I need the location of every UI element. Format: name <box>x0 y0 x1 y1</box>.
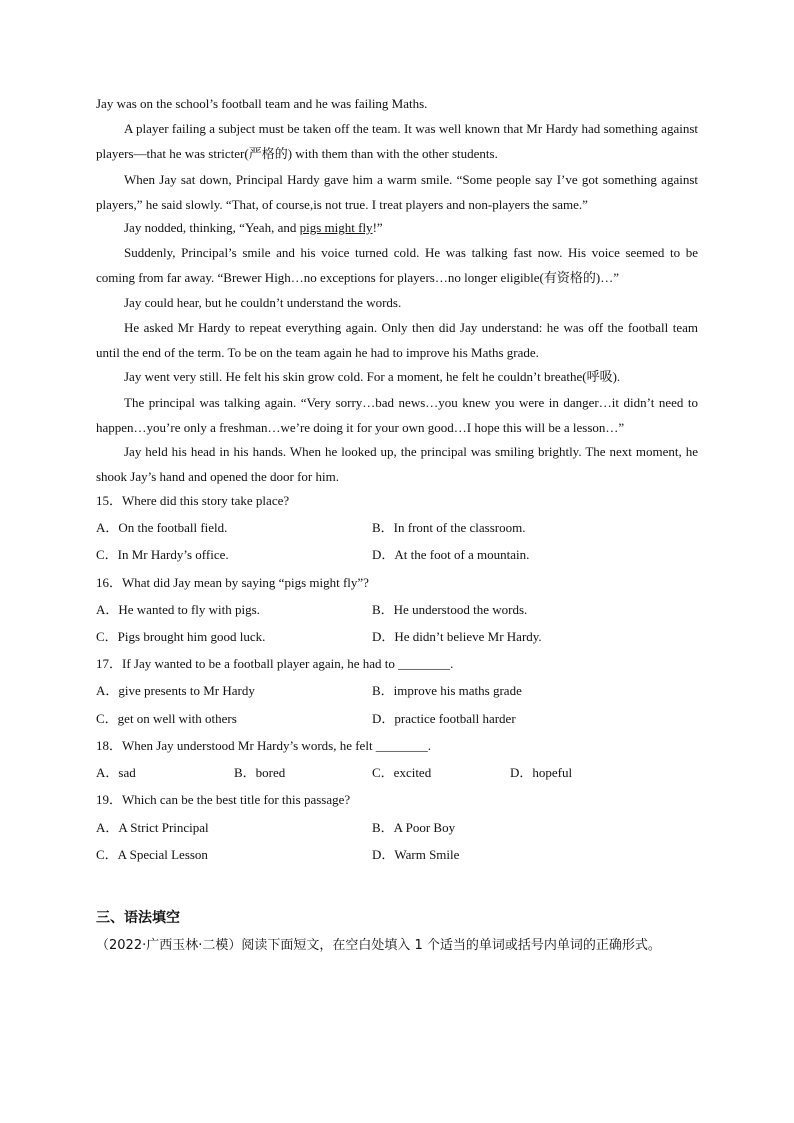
question-16-option-d[interactable]: D．He didn’t believe Mr Hardy. <box>372 629 542 644</box>
passage-paragraph-1: Jay was on the school’s football team and he was failing Maths. <box>96 96 428 111</box>
question-18: 18．When Jay understood Mr Hardy’s words, he felt ________. <box>96 738 432 753</box>
question-16-option-c[interactable]: C．Pigs brought him good luck. <box>96 629 266 644</box>
question-19-option-d[interactable]: D．Warm Smile <box>372 847 460 862</box>
question-17-option-b[interactable]: B．improve his maths grade <box>372 683 522 698</box>
question-19-option-a[interactable]: A．A Strict Principal <box>96 820 209 835</box>
passage-paragraph-6: Jay could hear, but he couldn’t understand the words. <box>124 295 402 310</box>
question-15-option-b[interactable]: B．In front of the classroom. <box>372 520 526 535</box>
question-15-option-c[interactable]: C．In Mr Hardy’s office. <box>96 547 229 562</box>
question-18-option-c[interactable]: C．excited <box>372 765 432 780</box>
question-17-option-d[interactable]: D．practice football harder <box>372 711 516 726</box>
section-title: 三、语法填空 <box>96 910 180 926</box>
question-17: 17．If Jay wanted to be a football player again, he had to ________. <box>96 656 454 671</box>
passage-paragraph-7: He asked Mr Hardy to repeat everything again. Only then did Jay understand: he was off the football team until the end of the term. To be on the team again he had to improve his Maths grade. <box>96 320 698 360</box>
question-17-option-a[interactable]: A．give presents to Mr Hardy <box>96 683 255 698</box>
question-19-option-b[interactable]: B．A Poor Boy <box>372 820 456 835</box>
question-15-option-d[interactable]: D．At the foot of a mountain. <box>372 547 530 562</box>
passage-paragraph-3: When Jay sat down, Principal Hardy gave him a warm smile. “Some people say I’ve got something against players,” he said slowly. “That, of course,is not true. I treat players and non-players the same.” <box>96 172 698 212</box>
idiom-underlined: pigs might fly <box>299 220 373 235</box>
passage-paragraph-10: Jay held his head in his hands. When he looked up, the principal was smiling brightly. The next moment, he shook Jay’s hand and opened the door for him. <box>96 444 698 484</box>
question-15-option-a[interactable]: A．On the football field. <box>96 520 228 535</box>
passage-paragraph-4 <box>96 216 698 241</box>
p4-text-after: !” <box>372 220 383 235</box>
question-16-option-a[interactable]: A．He wanted to fly with pigs. <box>96 602 260 617</box>
question-19: 19．Which can be the best title for this passage? <box>96 792 351 807</box>
passage-paragraph-5: Suddenly, Principal’s smile and his voice turned cold. He was talking fast now. His voice seemed to be coming from far away. “Brewer High…no exceptions for players…no longer eligible(有资格的)…” <box>96 245 698 285</box>
section-instruction: （2022·广西玉林·二模）阅读下面短文，在空白处填入 1 个适当的单词或括号内单词的正确形式。 <box>96 938 661 953</box>
passage-paragraph-9: The principal was talking again. “Very sorry…bad news…you knew you were in danger…it didn’t need to happen…you’re only a freshman…we’re doing it for your own good…I hope this will be a lesson…” <box>96 395 698 435</box>
p4-text-before: Jay nodded, thinking, “Yeah, and <box>124 220 300 235</box>
question-16: 16．What did Jay mean by saying “pigs might fly”? <box>96 575 369 590</box>
question-18-option-d[interactable]: D．hopeful <box>510 765 573 780</box>
question-19-option-c[interactable]: C．A Special Lesson <box>96 847 208 862</box>
question-17-option-c[interactable]: C．get on well with others <box>96 711 237 726</box>
question-18-option-a[interactable]: A．sad <box>96 765 136 780</box>
passage-paragraph-2: A player failing a subject must be taken off the team. It was well known that Mr Hardy had something against players—that he was stricter(严格的) with them than with the other students. <box>96 121 698 161</box>
question-15: 15．Where did this story take place? <box>96 493 290 508</box>
passage-paragraph-8: Jay went very still. He felt his skin grow cold. For a moment, he felt he couldn’t breathe(呼吸). <box>124 369 621 384</box>
question-16-option-b[interactable]: B．He understood the words. <box>372 602 528 617</box>
question-18-option-b[interactable]: B．bored <box>234 765 286 780</box>
